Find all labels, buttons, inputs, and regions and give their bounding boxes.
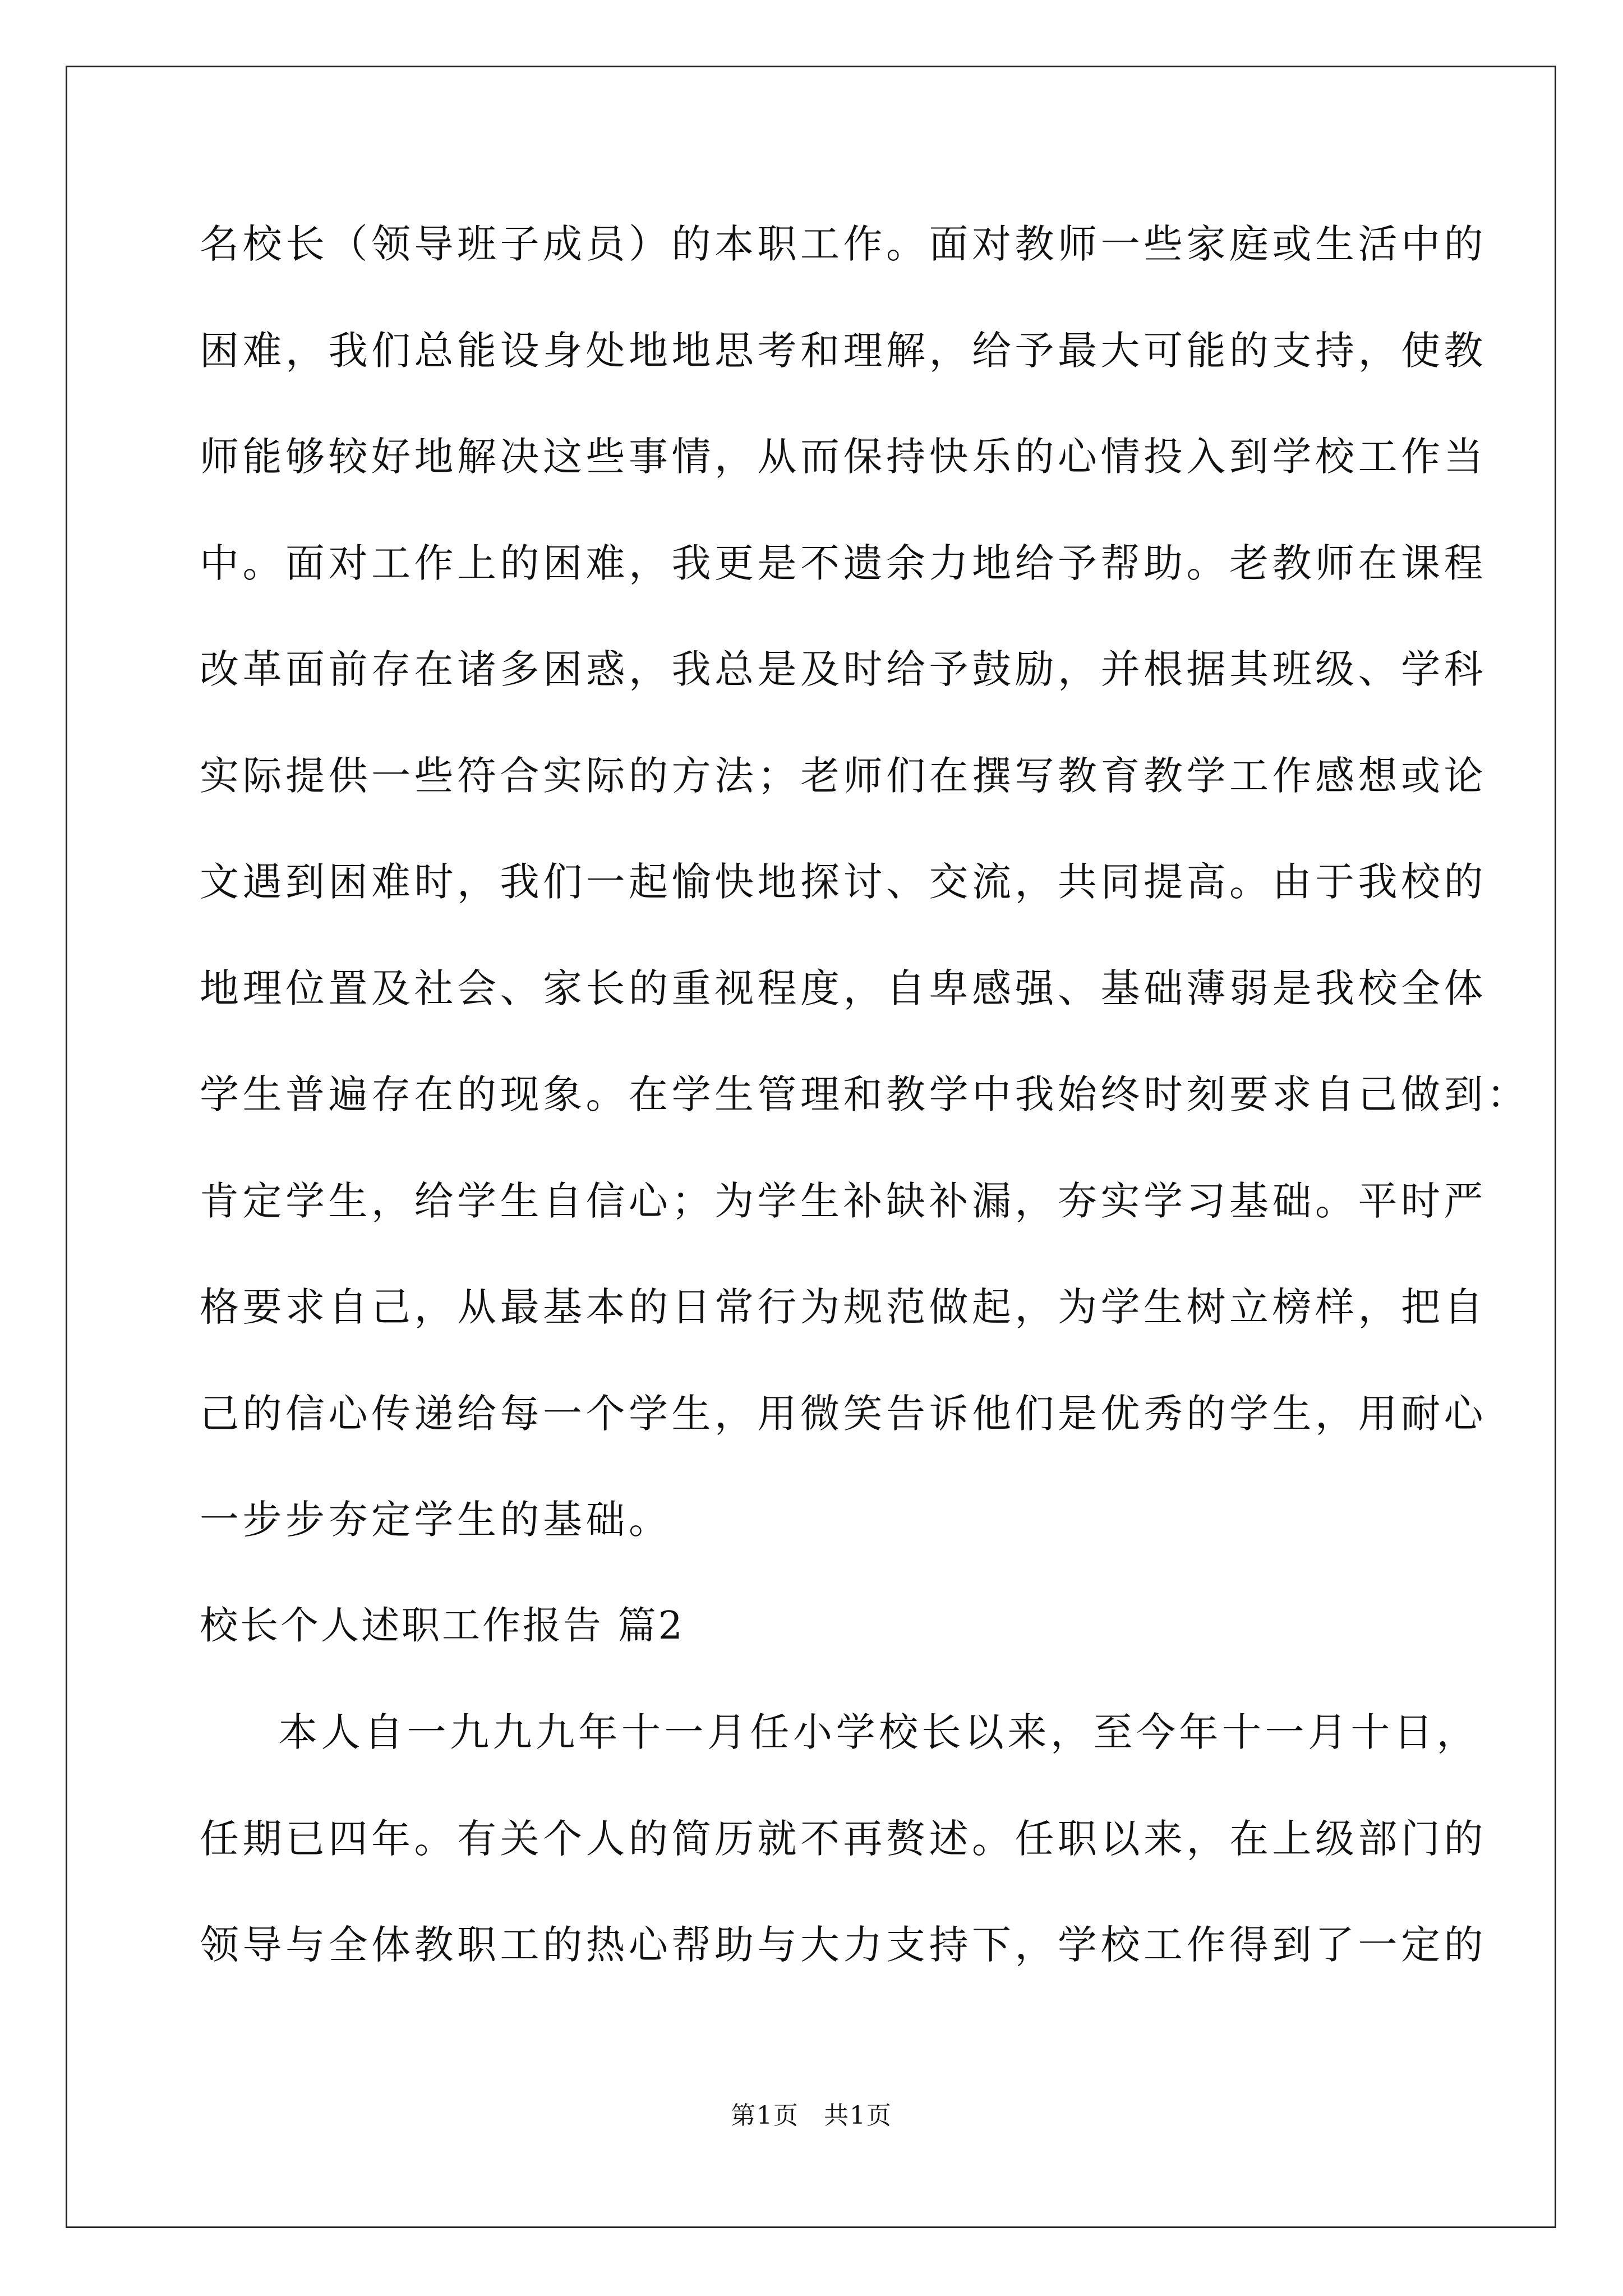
- paragraph-line: 师能够较好地解决这些事情，从而保持快乐的心情投入到学校工作当: [200, 434, 1487, 480]
- paragraph-line: 名校长（领导班子成员）的本职工作。面对教师一些家庭或生活中的: [200, 221, 1487, 267]
- paragraph-line: 中。面对工作上的困难，我更是不遗余力地给予帮助。老教师在课程: [200, 540, 1487, 586]
- paragraph-line: 改革面前存在诸多困惑，我总是及时给予鼓励，并根据其班级、学科: [200, 646, 1487, 692]
- page-footer: [0, 2099, 1623, 2133]
- paragraph-line: 格要求自己，从最基本的日常行为规范做起，为学生树立榜样，把自: [200, 1284, 1487, 1330]
- paragraph-line: 学生普遍存在的现象。在学生管理和教学中我始终时刻要求自己做到：: [200, 1071, 1530, 1117]
- page-total: 共1页: [824, 2101, 892, 2130]
- paragraph-line: 文遇到困难时，我们一起愉快地探讨、交流，共同提高。由于我校的: [200, 859, 1487, 905]
- paragraph-line: 领导与全体教职工的热心帮助与大力支持下，学校工作得到了一定的: [200, 1922, 1487, 1968]
- paragraph-line: 任期已四年。有关个人的简历就不再赘述。任职以来，在上级部门的: [200, 1815, 1487, 1862]
- section-heading: 校长个人述职工作报告 篇2: [200, 1603, 685, 1648]
- paragraph-line: 困难，我们总能设身处地地思考和理解，给予最大可能的支持，使教: [200, 327, 1487, 374]
- paragraph-line: 肯定学生，给学生自信心；为学生补缺补漏，夯实学习基础。平时严: [200, 1177, 1487, 1224]
- paragraph-line: 实际提供一些符合实际的方法；老师们在撰写教育教学工作感想或论: [200, 752, 1487, 799]
- paragraph-line: 本人自一九九九年十一月任小学校长以来，至今年十一月十日，: [278, 1709, 1479, 1755]
- paragraph-line: 己的信心传递给每一个学生，用微笑告诉他们是优秀的学生，用耐心: [200, 1390, 1487, 1437]
- document-body: [200, 213, 1530, 2021]
- paragraph-line: 一步步夯定学生的基础。: [200, 1497, 672, 1543]
- page-number: 第1页: [731, 2101, 799, 2130]
- paragraph-line: 地理位置及社会、家长的重视程度，自卑感强、基础薄弱是我校全体: [200, 965, 1487, 1011]
